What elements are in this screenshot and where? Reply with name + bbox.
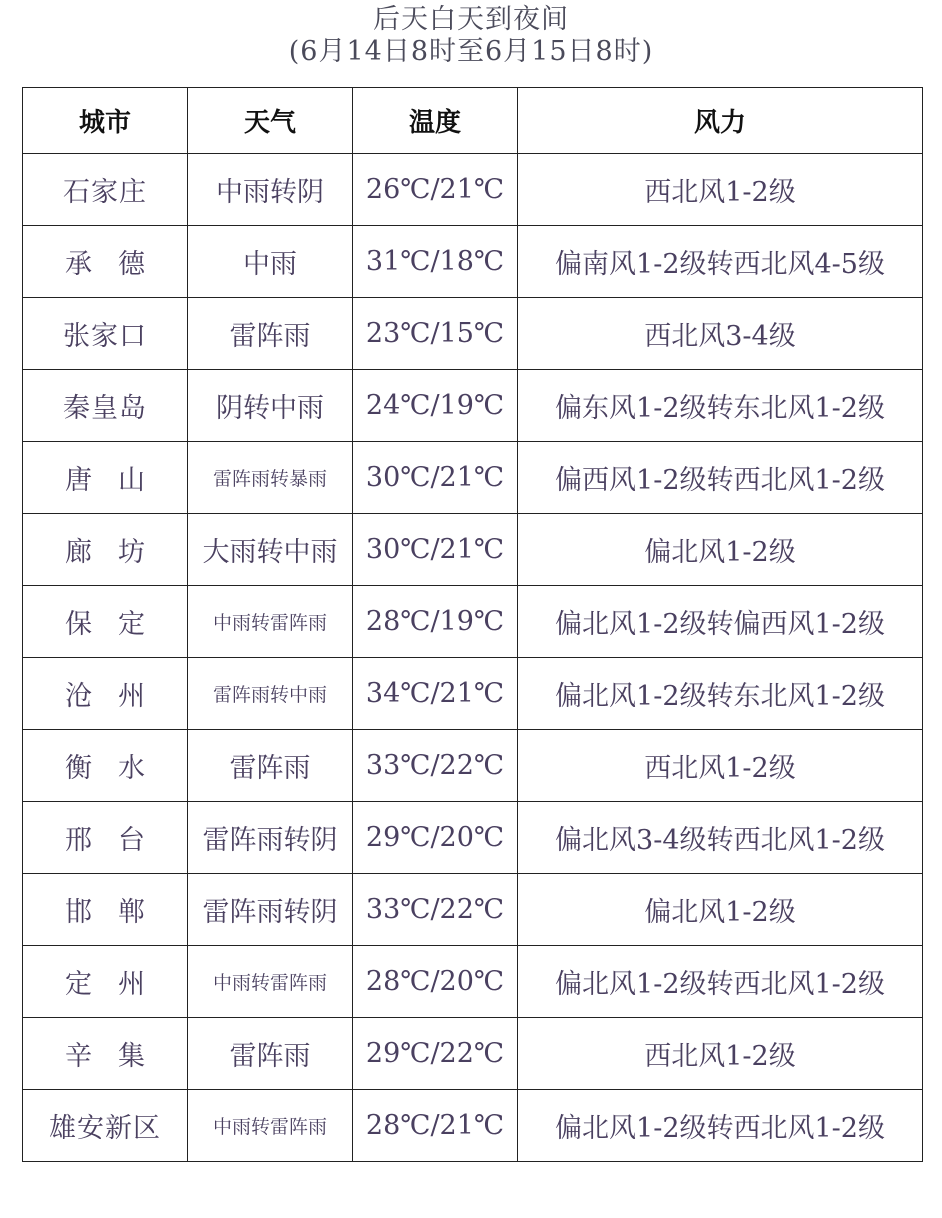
table-row — [23, 154, 923, 226]
table-row — [23, 658, 923, 730]
column-header-temperature: 温度 — [353, 88, 518, 154]
city-cell: 衡水 — [23, 730, 188, 802]
wind-cell: 偏北风1-2级转东北风1-2级 — [518, 658, 923, 730]
wind-cell: 偏北风1-2级 — [518, 874, 923, 946]
temperature-cell: 33℃/22℃ — [353, 730, 518, 802]
weather-cell: 中雨转阴 — [188, 154, 353, 226]
temperature-cell: 31℃/18℃ — [353, 226, 518, 298]
temperature-cell: 29℃/20℃ — [353, 802, 518, 874]
weather-cell: 中雨 — [188, 226, 353, 298]
weather-cell: 大雨转中雨 — [188, 514, 353, 586]
page-header — [0, 4, 942, 68]
weather-cell: 雷阵雨转暴雨 — [188, 442, 353, 514]
wind-cell: 偏北风1-2级 — [518, 514, 923, 586]
city-cell: 唐山 — [23, 442, 188, 514]
weather-cell: 雷阵雨 — [188, 1018, 353, 1090]
table-row — [23, 514, 923, 586]
temperature-cell: 24℃/19℃ — [353, 370, 518, 442]
table-row — [23, 370, 923, 442]
weather-cell: 雷阵雨转阴 — [188, 874, 353, 946]
wind-cell: 偏东风1-2级转东北风1-2级 — [518, 370, 923, 442]
weather-cell: 阴转中雨 — [188, 370, 353, 442]
temperature-cell: 28℃/19℃ — [353, 586, 518, 658]
temperature-cell: 34℃/21℃ — [353, 658, 518, 730]
table-row — [23, 1090, 923, 1162]
temperature-cell: 26℃/21℃ — [353, 154, 518, 226]
city-cell: 承德 — [23, 226, 188, 298]
wind-cell: 西北风1-2级 — [518, 730, 923, 802]
city-cell: 保定 — [23, 586, 188, 658]
table-row — [23, 946, 923, 1018]
wind-cell: 西北风1-2级 — [518, 1018, 923, 1090]
temperature-cell: 33℃/22℃ — [353, 874, 518, 946]
city-cell: 石家庄 — [23, 154, 188, 226]
city-cell: 雄安新区 — [23, 1090, 188, 1162]
page-title: 后天白天到夜间 — [373, 4, 569, 35]
temperature-cell: 30℃/21℃ — [353, 514, 518, 586]
table-row — [23, 442, 923, 514]
city-cell: 廊坊 — [23, 514, 188, 586]
wind-cell: 偏北风1-2级转偏西风1-2级 — [518, 586, 923, 658]
table-row — [23, 586, 923, 658]
wind-cell: 西北风1-2级 — [518, 154, 923, 226]
wind-cell: 偏北风1-2级转西北风1-2级 — [518, 1090, 923, 1162]
weather-cell: 雷阵雨转中雨 — [188, 658, 353, 730]
forecast-table — [22, 87, 923, 1162]
wind-cell: 西北风3-4级 — [518, 298, 923, 370]
weather-cell: 中雨转雷阵雨 — [188, 946, 353, 1018]
column-header-city: 城市 — [23, 88, 188, 154]
temperature-cell: 28℃/21℃ — [353, 1090, 518, 1162]
temperature-cell: 29℃/22℃ — [353, 1018, 518, 1090]
table-header-row — [23, 88, 923, 154]
temperature-cell: 23℃/15℃ — [353, 298, 518, 370]
column-header-weather: 天气 — [188, 88, 353, 154]
city-cell: 张家口 — [23, 298, 188, 370]
temperature-cell: 30℃/21℃ — [353, 442, 518, 514]
table-row — [23, 730, 923, 802]
table-row — [23, 874, 923, 946]
city-cell: 邯郸 — [23, 874, 188, 946]
wind-cell: 偏西风1-2级转西北风1-2级 — [518, 442, 923, 514]
column-header-wind: 风力 — [518, 88, 923, 154]
weather-cell: 中雨转雷阵雨 — [188, 586, 353, 658]
table-row — [23, 298, 923, 370]
weather-cell: 雷阵雨 — [188, 730, 353, 802]
page-subtitle: (6月14日8时至6月15日8时) — [288, 36, 654, 67]
weather-cell: 雷阵雨 — [188, 298, 353, 370]
temperature-cell: 28℃/20℃ — [353, 946, 518, 1018]
city-cell: 定州 — [23, 946, 188, 1018]
wind-cell: 偏南风1-2级转西北风4-5级 — [518, 226, 923, 298]
city-cell: 沧州 — [23, 658, 188, 730]
wind-cell: 偏北风1-2级转西北风1-2级 — [518, 946, 923, 1018]
city-cell: 邢台 — [23, 802, 188, 874]
weather-cell: 中雨转雷阵雨 — [188, 1090, 353, 1162]
city-cell: 辛集 — [23, 1018, 188, 1090]
weather-cell: 雷阵雨转阴 — [188, 802, 353, 874]
wind-cell: 偏北风3-4级转西北风1-2级 — [518, 802, 923, 874]
table-row — [23, 226, 923, 298]
city-cell: 秦皇岛 — [23, 370, 188, 442]
table-row — [23, 1018, 923, 1090]
table-row — [23, 802, 923, 874]
